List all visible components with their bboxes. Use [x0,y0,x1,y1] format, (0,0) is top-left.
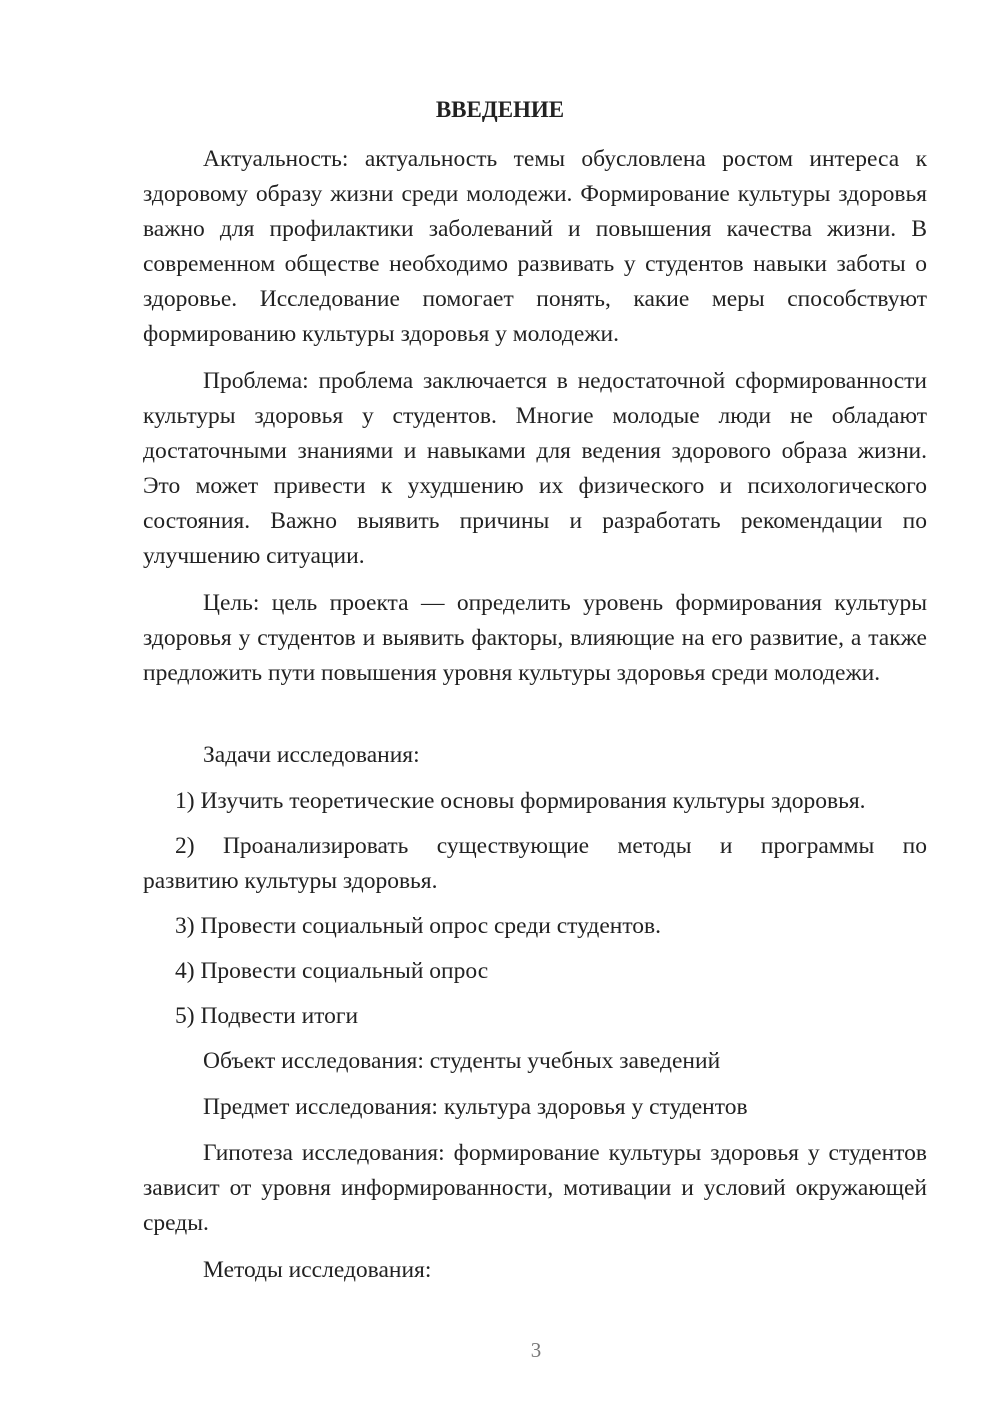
relevance-paragraph: Актуальность: актуальность темы обусловлена ростом интереса к здоровому образу жизни среди молодежи. Формирование культуры здоровья важно для профилактики заболеваний и повышения качества жизни. В современном обществе необходимо развивать у студентов навыки заботы о здоровье. Исследование помогает понять, какие меры способствуют формированию культуры здоровья у молодежи. [143,146,927,347]
task-item-5: 5) Подвести итоги [175,1003,359,1029]
task-item-3: 3) Провести социальный опрос среди студентов. [175,913,662,939]
page-number: 3 [530,1338,542,1362]
research-object: Объект исследования: студенты учебных заведений [203,1048,721,1074]
tasks-heading: Задачи исследования: [203,742,420,768]
problem-paragraph: Проблема: проблема заключается в недостаточной сформированности культуры здоровья у студентов. Многие молодые люди не обладают достаточными знаниями и навыками для ведения здорового образа жизни. Это может привести к ухудшению их физического и психологического состояния. Важно выявить причины и разработать рекомендации по улучшению ситуации. [143,368,927,569]
goal-paragraph: Цель: цель проекта — определить уровень формирования культуры здоровья у студентов и выявить факторы, влияющие на его развитие, а также предложить пути повышения уровня культуры здоровья среди молодежи. [143,590,927,686]
task-item-2-line-1: 2) Проанализировать существующие методы и программы по [175,833,927,859]
hypothesis-paragraph: Гипотеза исследования: формирование культуры здоровья у студентов зависит от уровня информированности, мотивации и условий окружающей среды. [143,1140,927,1236]
task-item-2-line-2: развитию культуры здоровья. [143,868,438,894]
task-item-1: 1) Изучить теоретические основы формирования культуры здоровья. [175,788,866,814]
research-subject: Предмет исследования: культура здоровья у студентов [203,1094,748,1120]
methods-heading: Методы исследования: [203,1257,432,1283]
task-item-4: 4) Провести социальный опрос [175,958,489,984]
section-title: ВВЕДЕНИЕ [435,97,565,122]
